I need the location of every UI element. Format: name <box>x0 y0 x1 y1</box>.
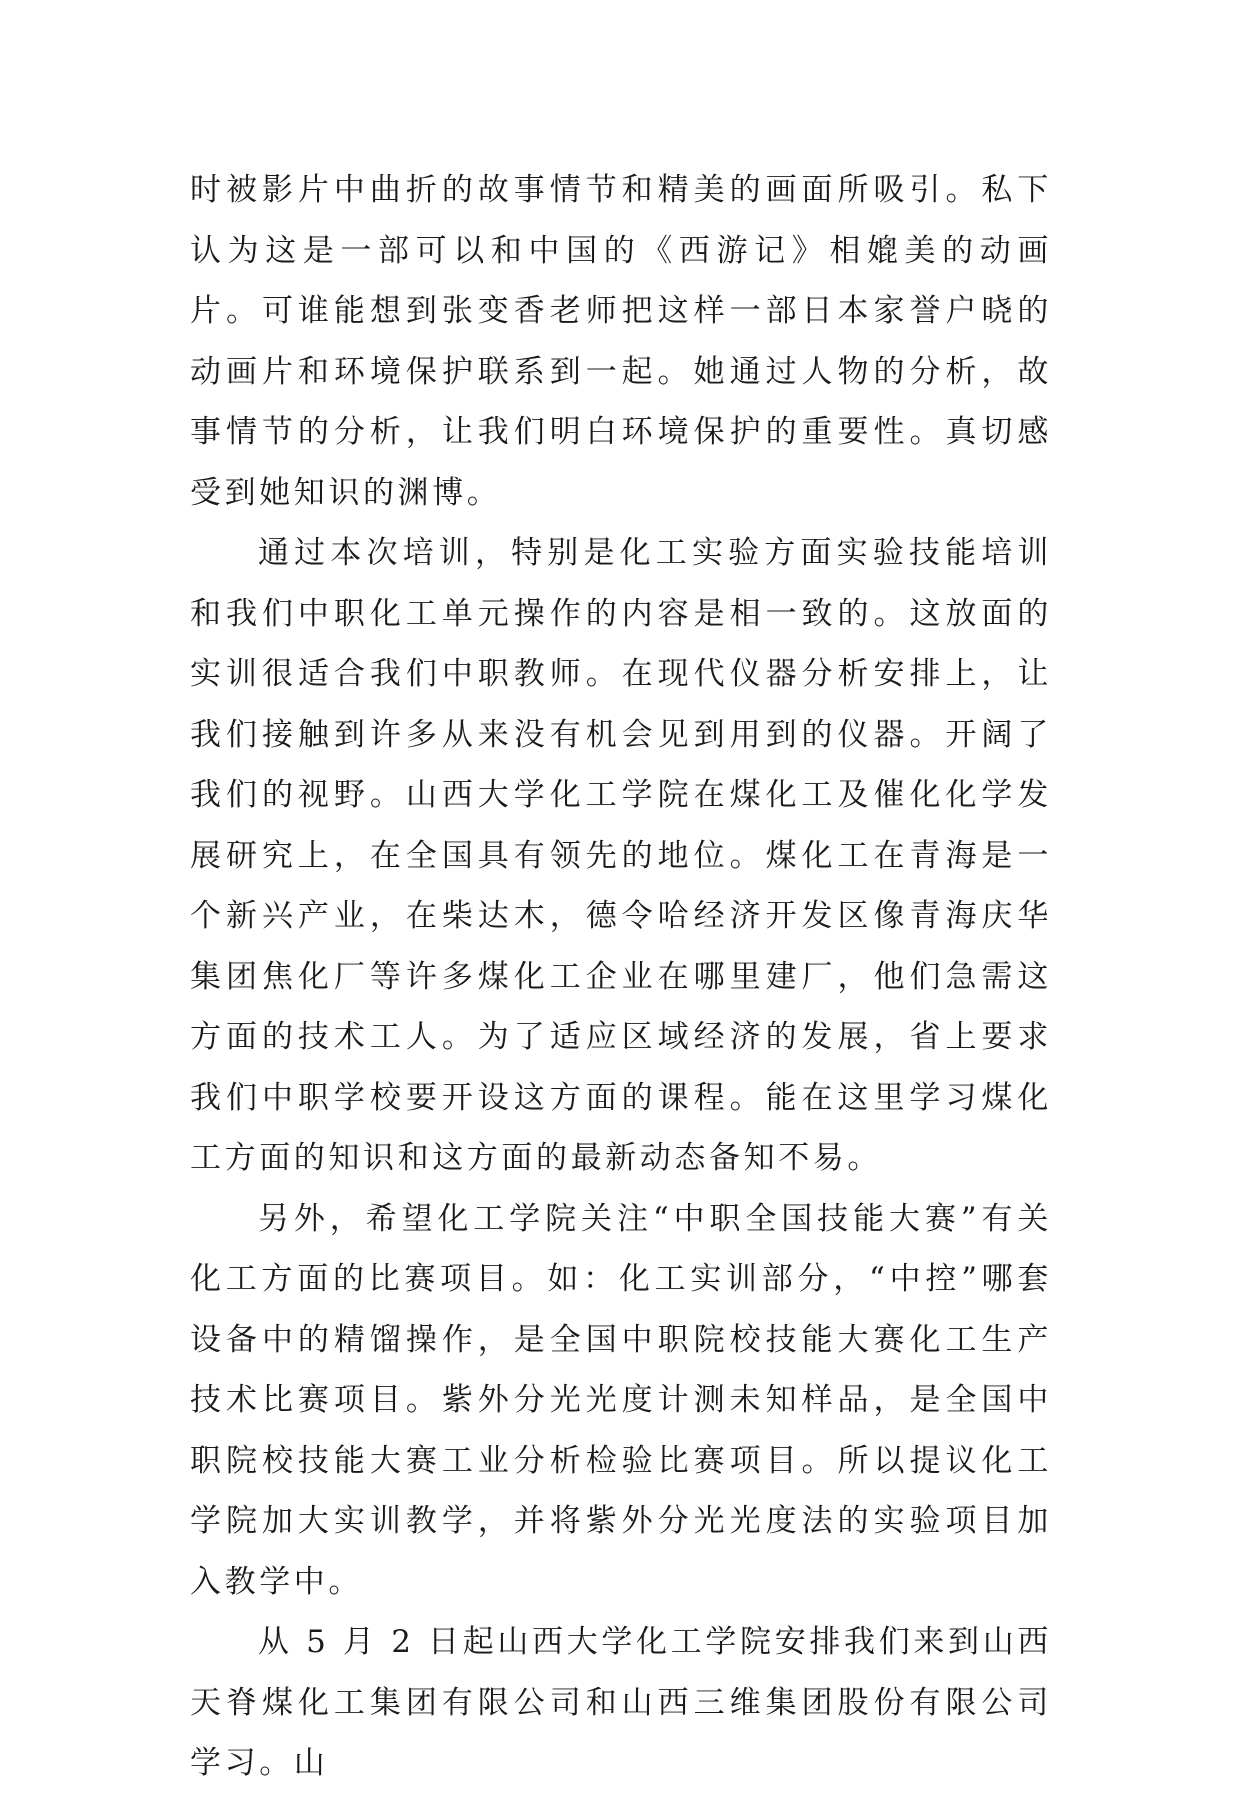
paragraph-1: 时被影片中曲折的故事情节和精美的画面所吸引。私下认为这是一部可以和中国的《西游记》相媲美的动画片。可谁能想到张变香老师把这样一部日本家誉户晓的动画片和环境保护联系到一起。她通过人物的分析，故事情节的分析，让我们明白环境保护的重要性。真切感受到她知识的渊博。 <box>190 172 1052 511</box>
paragraph-3: 另外，希望化工学院关注“中职全国技能大赛”有关化工方面的比赛项目。如：化工实训部分，“中控”哪套设备中的精馏操作，是全国中职院校技能大赛化工生产技术比赛项目。紫外分光光度计测未知样品，是全国中职院校技能大赛工业分析检验比赛项目。所以提议化工学院加大实训教学，并将紫外分光光度法的实验项目加入教学中。 <box>190 1200 1052 1600</box>
document-body <box>190 160 1052 1794</box>
paragraph-2: 通过本次培训，特别是化工实验方面实验技能培训和我们中职化工单元操作的内容是相一致的。这放面的实训很适合我们中职教师。在现代仪器分析安排上，让我们接触到许多从来没有机会见到用到的仪器。开阔了我们的视野。山西大学化工学院在煤化工及催化化学发展研究上，在全国具有领先的地位。煤化工在青海是一个新兴产业，在柴达木，德令哈经济开发区像青海庆华集团焦化厂等许多煤化工企业在哪里建厂，他们急需这方面的技术工人。为了适应区域经济的发展，省上要求我们中职学校要开设这方面的课程。能在这里学习煤化工方面的知识和这方面的最新动态备知不易。 <box>190 535 1052 1176</box>
paragraph-4: 从 5 月 2 日起山西大学化工学院安排我们来到山西天脊煤化工集团有限公司和山西三维集团股份有限公司学习。山 <box>190 1624 1052 1781</box>
